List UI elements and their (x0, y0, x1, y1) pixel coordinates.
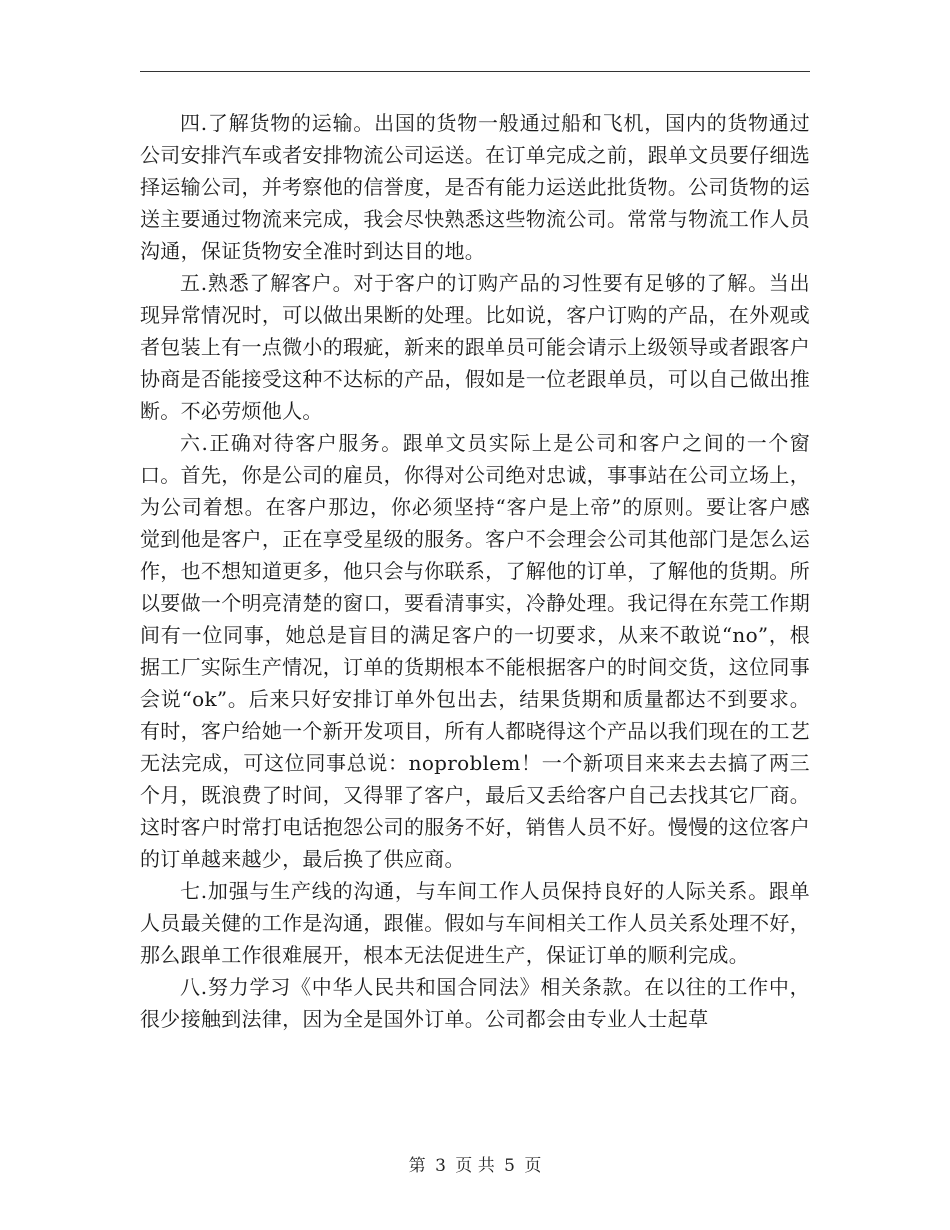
paragraph-production-communication: 七.加强与生产线的沟通，与车间工作人员保持良好的人际关系。跟单人员最关健的工作是沟通，跟催。假如与车间相关工作人员关系处理不好，那么跟单工作很难展开，根本无法促进生产，保证订单的顺利完成。 (140, 879, 810, 967)
document-body (140, 107, 810, 1035)
footer-middle: 页 共 (455, 1156, 495, 1176)
paragraph-customer-service: 六.正确对待客户服务。跟单文员实际上是公司和客户之间的一个窗口。首先，你是公司的雇员，你得对公司绝对忠诚，事事站在公司立场上，为公司着想。在客户那边，你必须坚持“客户是上帝”的原则。要让客户感觉到他是客户，正在享受星级的服务。客户不会理会公司其他部门是怎么运作，也不想知道更多，他只会与你联系，了解他的订单，了解他的货期。所以要做一个明亮清楚的窗口，要看清事实，冷静处理。我记得在东莞工作期间有一位同事，她总是盲目的满足客户的一切要求，从来不敢说“no”，根据工厂实际生产情况，订单的货期根本不能根据客户的时间交货，这位同事会说“ok”。后来只好安排订单外包出去，结果货期和质量都达不到要求。有时，客户给她一个新开发项目，所有人都晓得这个产品以我们现在的工艺无法完成，可这位同事总说：noproblem！一个新项目来来去去搞了两三个月，既浪费了时间，又得罪了客户，最后又丢给客户自己去找其它厂商。这时客户时常打电话抱怨公司的服务不好，销售人员不好。慢慢的这位客户的订单越来越少，最后换了供应商。 (140, 431, 810, 871)
footer-current-page: 3 (435, 1156, 446, 1176)
header-rule (140, 71, 810, 72)
paragraph-know-customers: 五.熟悉了解客户。对于客户的订购产品的习性要有足够的了解。当出现异常情况时，可以做出果断的处理。比如说，客户订购的产品，在外观或者包装上有一点微小的瑕疵，新来的跟单员可能会请示上级领导或者跟客户协商是否能接受这种不达标的产品，假如是一位老跟单员，可以自己做出推断。不必劳烦他人。 (140, 271, 810, 423)
footer-total-pages: 5 (504, 1156, 515, 1176)
footer-suffix: 页 (524, 1156, 542, 1176)
footer-prefix: 第 (408, 1156, 426, 1176)
paragraph-transport: 四.了解货物的运输。出国的货物一般通过船和飞机，国内的货物通过公司安排汽车或者安排物流公司运送。在订单完成之前，跟单文员要仔细选择运输公司，并考察他的信誉度，是否有能力运送此批货物。公司货物的运送主要通过物流来完成，我会尽快熟悉这些物流公司。常常与物流工作人员沟通，保证货物安全准时到达目的地。 (140, 111, 810, 263)
paragraph-contract-law: 八.努力学习《中华人民共和国合同法》相关条款。在以往的工作中，很少接触到法律，因为全是国外订单。公司都会由专业人士起草 (140, 975, 810, 1031)
page-footer (0, 1155, 950, 1177)
